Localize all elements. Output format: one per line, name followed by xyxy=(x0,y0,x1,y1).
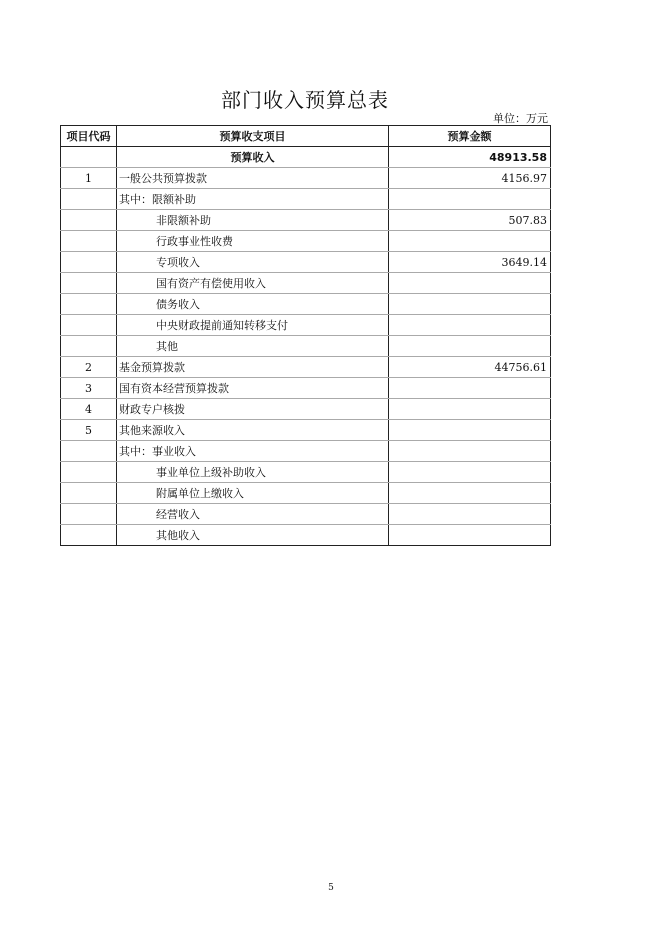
unit-label: 单位：万元 xyxy=(493,112,548,125)
row-code xyxy=(61,252,117,273)
row-amount xyxy=(389,504,551,525)
row-amount xyxy=(389,315,551,336)
row-item-name: 事业单位上级补助收入 xyxy=(117,462,389,483)
header-code: 项目代码 xyxy=(61,126,117,147)
table-row xyxy=(61,483,551,504)
row-item-name: 国有资产有偿使用收入 xyxy=(117,273,389,294)
row-code: 5 xyxy=(61,420,117,441)
table-row xyxy=(61,336,551,357)
row-code xyxy=(61,441,117,462)
row-item-name: 财政专户核拨 xyxy=(117,399,389,420)
row-code xyxy=(61,315,117,336)
row-code xyxy=(61,189,117,210)
table-row xyxy=(61,420,551,441)
table-row xyxy=(61,252,551,273)
document-title: 部门收入预算总表 xyxy=(221,88,389,112)
table-row xyxy=(61,273,551,294)
row-amount: 507.83 xyxy=(389,210,551,231)
row-code xyxy=(61,273,117,294)
table-row xyxy=(61,168,551,189)
row-amount xyxy=(389,525,551,546)
total-row xyxy=(61,147,551,168)
row-item-name: 经营收入 xyxy=(117,504,389,525)
total-amount: 48913.58 xyxy=(389,147,551,168)
row-code xyxy=(61,294,117,315)
budget-table xyxy=(60,125,551,546)
row-code: 1 xyxy=(61,168,117,189)
table-row xyxy=(61,294,551,315)
row-code: 3 xyxy=(61,378,117,399)
header-amount: 预算金额 xyxy=(389,126,551,147)
row-item-name: 专项收入 xyxy=(117,252,389,273)
row-amount: 3649.14 xyxy=(389,252,551,273)
table-row xyxy=(61,315,551,336)
row-code: 2 xyxy=(61,357,117,378)
row-amount xyxy=(389,462,551,483)
row-code xyxy=(61,231,117,252)
row-item-name: 行政事业性收费 xyxy=(117,231,389,252)
row-amount: 44756.61 xyxy=(389,357,551,378)
row-amount xyxy=(389,420,551,441)
row-item-name: 其他收入 xyxy=(117,525,389,546)
row-item-name: 国有资本经营预算拨款 xyxy=(117,378,389,399)
row-amount xyxy=(389,294,551,315)
table-row xyxy=(61,231,551,252)
table-row xyxy=(61,378,551,399)
row-code: 4 xyxy=(61,399,117,420)
row-code xyxy=(61,462,117,483)
row-item-name: 债务收入 xyxy=(117,294,389,315)
row-item-name: 其中：限额补助 xyxy=(117,189,389,210)
row-item-name: 基金预算拨款 xyxy=(117,357,389,378)
row-amount xyxy=(389,441,551,462)
total-code-cell xyxy=(61,147,117,168)
table-row xyxy=(61,504,551,525)
row-code xyxy=(61,504,117,525)
table-row xyxy=(61,189,551,210)
table-header-row xyxy=(61,126,551,147)
row-item-name: 非限额补助 xyxy=(117,210,389,231)
row-item-name: 其他来源收入 xyxy=(117,420,389,441)
row-amount xyxy=(389,336,551,357)
table-row xyxy=(61,210,551,231)
row-amount xyxy=(389,273,551,294)
row-item-name: 其中：事业收入 xyxy=(117,441,389,462)
table-row xyxy=(61,525,551,546)
row-amount: 4156.97 xyxy=(389,168,551,189)
row-code xyxy=(61,483,117,504)
table-row xyxy=(61,462,551,483)
table-row xyxy=(61,399,551,420)
row-item-name: 其他 xyxy=(117,336,389,357)
total-label: 预算收入 xyxy=(117,147,389,168)
row-item-name: 中央财政提前通知转移支付 xyxy=(117,315,389,336)
row-amount xyxy=(389,189,551,210)
table-row xyxy=(61,357,551,378)
row-code xyxy=(61,336,117,357)
header-item: 预算收支项目 xyxy=(117,126,389,147)
row-amount xyxy=(389,378,551,399)
row-code xyxy=(61,210,117,231)
row-amount xyxy=(389,399,551,420)
row-amount xyxy=(389,231,551,252)
page-number: 5 xyxy=(328,883,334,893)
table-row xyxy=(61,441,551,462)
row-amount xyxy=(389,483,551,504)
row-code xyxy=(61,525,117,546)
row-item-name: 一般公共预算拨款 xyxy=(117,168,389,189)
row-item-name: 附属单位上缴收入 xyxy=(117,483,389,504)
